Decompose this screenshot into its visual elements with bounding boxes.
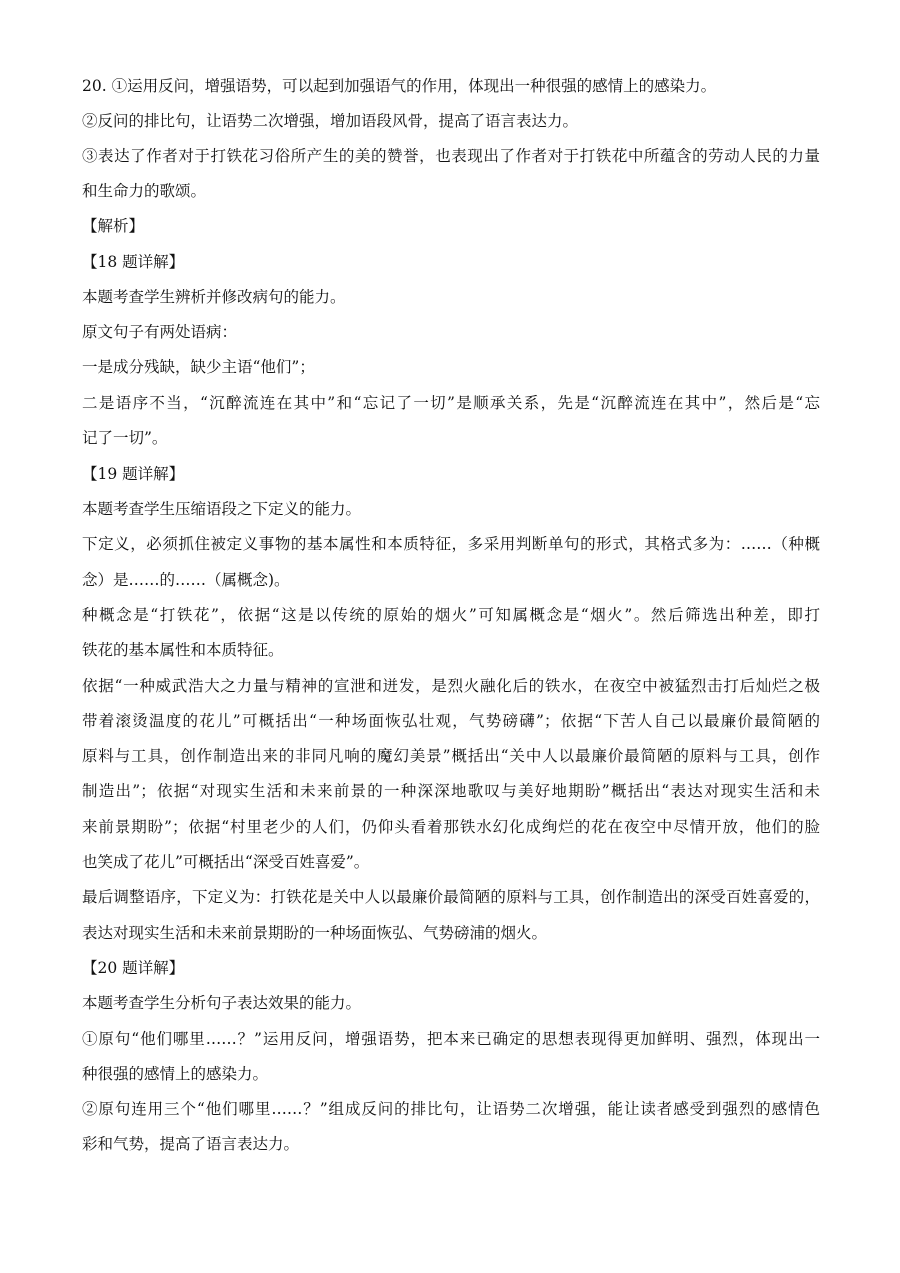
q19-text: 念）是……的……（属概念)。 xyxy=(82,571,290,589)
q19-text: 来前景期盼”；依据“村里老少的人们，仍仰头看着那铁水幻化成绚烂的花在夜空中尽情开放，他们的脸 xyxy=(82,818,820,836)
q20-intro: 本题考查学生分析句子表达效果的能力。 xyxy=(82,994,362,1012)
q19-text: 原料与工具，创作制造出来的非同凡响的魔幻美景”概括出“关中人以最廉价最简陋的原料与工具，创作 xyxy=(82,747,820,765)
q19-text: 也笑成了花儿”可概括出“深受百姓喜爱”。 xyxy=(82,853,370,871)
q19-text: 铁花的基本属性和本质特征。 xyxy=(82,641,284,659)
q20-text: ②原句连用三个“他们哪里……？”组成反问的排比句，让语势二次增强，能让读者感受到强烈的感情色 xyxy=(82,1100,820,1118)
answer-20-point-3-cont: 和生命力的歌颂。 xyxy=(82,182,207,200)
answer-20-point-1: 20. ①运用反问，增强语势，可以起到加强语气的作用，体现出一种很强的感情上的感染力。 xyxy=(82,77,717,95)
q19-text: 种概念是“打铁花”，依据“这是以传统的原始的烟火”可知属概念是“烟火”。然后筛选出种差，即打 xyxy=(82,606,820,624)
q19-text: 制造出”；依据“对现实生活和未来前景的一种深深地歌叹与美好地期盼”概括出“表达对现实生活和未 xyxy=(82,782,820,800)
answer-20-point-2: ②反问的排比句，让语势二次增强，增加语段风骨，提高了语言表达力。 xyxy=(82,112,579,130)
q19-text: 带着滚烫温度的花儿”可概括出“一种场面恢弘壮观，气势磅礴”；依据“下苦人自己以最廉价最简陋的 xyxy=(82,712,820,730)
q20-heading: 【20 题详解】 xyxy=(82,959,185,977)
q18-text: 原文句子有两处语病： xyxy=(82,323,238,341)
q20-text: ①原句“他们哪里……？”运用反问，增强语势，把本来已确定的思想表现得更加鲜明、强烈，体现出一 xyxy=(82,1030,820,1048)
q18-intro: 本题考查学生辨析并修改病句的能力。 xyxy=(82,288,346,306)
q18-text: 记了一切”。 xyxy=(82,429,168,447)
q18-text: 一是成分残缺，缺少主语“他们”； xyxy=(82,358,315,376)
q19-text: 最后调整语序，下定义为：打铁花是关中人以最廉价最简陋的原料与工具，创作制造出的深受百姓喜爱的， xyxy=(82,888,820,906)
q19-text: 依据“一种威武浩大之力量与精神的宣泄和迸发，是烈火融化后的铁水，在夜空中被猛烈击打后灿烂之极 xyxy=(82,677,820,695)
q19-text: 下定义，必须抓住被定义事物的基本属性和本质特征，多采用判断单句的形式，其格式多为：……（种概 xyxy=(82,535,820,553)
q19-text: 表达对现实生活和未来前景期盼的一种场面恢弘、气势磅浦的烟火。 xyxy=(82,924,548,942)
answer-20-point-3: ③表达了作者对于打铁花习俗所产生的美的赞誉，也表现出了作者对于打铁花中所蕴含的劳动人民的力量 xyxy=(82,147,820,165)
q18-heading: 【18 题详解】 xyxy=(82,253,185,271)
q20-text: 种很强的感情上的感染力。 xyxy=(82,1065,269,1083)
q18-text: 二是语序不当，“沉醉流连在其中”和“忘记了一切”是顺承关系，先是“沉醉流连在其中”，然后是“忘 xyxy=(82,394,820,412)
q20-text: 彩和气势，提高了语言表达力。 xyxy=(82,1135,300,1153)
q19-heading: 【19 题详解】 xyxy=(82,465,185,483)
analysis-heading: 【解析】 xyxy=(82,217,145,235)
q19-intro: 本题考查学生压缩语段之下定义的能力。 xyxy=(82,500,362,518)
